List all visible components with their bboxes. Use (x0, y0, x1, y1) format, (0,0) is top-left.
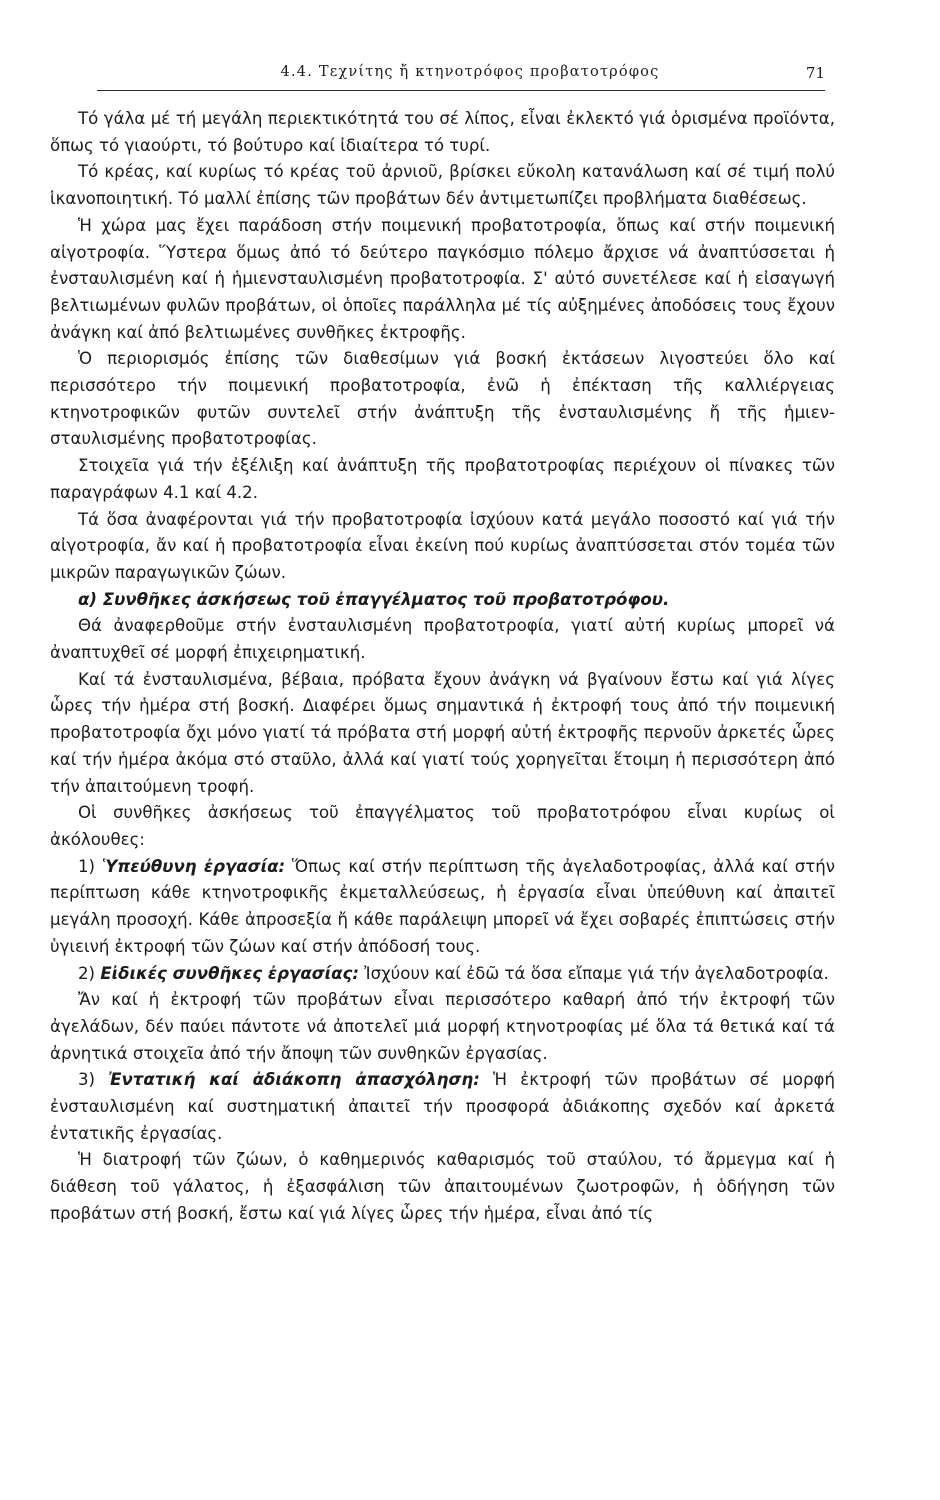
list-item-number: 2) (78, 963, 96, 983)
paragraph: Τό κρέας, καί κυρίως τό κρέας τοῦ ἀρνιοῦ, βρίσκει εὔκολη κατανάλωση καί σέ τιμή πολύ ἱκανοποιητική. Τό μαλλί ἐπίσης τῶν προβάτων δέν ἀντιμετωπίζει προβλήματα διαθέσεως. (50, 162, 835, 209)
paragraph: Οἱ συνθῆκες ἀσκήσεως τοῦ ἐπαγγέλματος τοῦ προβατοτρόφου εἶναι κυρίως οἱ ἀκόλουθες: (50, 803, 835, 849)
paragraph: Θά ἀναφερθοῦμε στήν ἐνσταυλισμένη προβατοτροφία, γιατί αὐτή κυρίως μπορεῖ νά ἀναπτυχθεῖ σέ μορφή ἐπιχειρηματική. (50, 616, 835, 663)
list-item (50, 1067, 835, 1147)
list-item (50, 961, 835, 988)
page-number: 71 (805, 64, 825, 82)
list-item-text: Ὅπως καί στήν περίπτωση τῆς ἀγελαδοτροφίας, ἀλλά καί στήν περίπτωση κάθε κτηνοτροφικῆς ἐκμεταλλεύσεως, ἡ ἐργασία εἶναι ὑπεύθυνη καί ἀπαιτεῖ μεγάλη προσοχή. Κάθε ἀπροσεξία ἤ κάθε παράλειψη μπορεῖ νά ἔχει σοβαρές ἐπιπτώσεις στήν ὑγιεινή ἐκτροφή τῶν ζώων καί στήν ἀπόδοσή τους. (50, 856, 835, 956)
paragraph: Καί τά ἐνσταυλισμένα, βέβαια, πρόβατα ἔχουν ἀνάγκη νά βγαίνουν ἔστω καί γιά λίγες ὧρες τήν ἡμέρα στή βοσκή. Διαφέρει ὅμως σημαντικά ἡ ἐκτροφή τους ἀπό τήν ποιμενική προβατοτροφία ὄχι μόνο γιατί τά πρόβατα στή μορφή αὐτή ἐκτροφῆς περνοῦν ἀρκετές ὧρες καί τήν ἡμέρα ἀκόμα στό σταῦλο, ἀλλά καί γιατί τούς χορηγεῖται ἕτοιμη ἡ περισσότερη ἀπό τήν ἀπαιτούμενη τροφή. (50, 669, 835, 796)
paragraph: Ἡ χώρα μας ἔχει παράδοση στήν ποιμενική προβατοτροφία, ὅπως καί στήν ποιμενική αἰγοτροφία. Ὕστερα ὅμως ἀπό τό δεύτερο παγκόσμιο πόλεμο ἄρχισε νά ἀναπτύσσεται ἡ ἐνσταυλισμένη καί ἡ ἡμιενσταυλισμένη προβατοτροφία. Σ' αὐτό συνετέλεσε καί ἡ εἰσαγωγή βελτιωμένων φυλῶν προβάτων, οἱ ὁποῖες παράλληλα μέ τίς αὐξημένες ἀποδόσεις τους ἔχουν ἀνάγκη καί ἀπό βελτιωμένες συνθῆκες ἐκτροφῆς. (50, 215, 835, 342)
list-item-term: Εἰδικές συνθῆκες ἐργασίας: (100, 963, 359, 983)
page-header (97, 64, 825, 91)
list-item-text: Ἡ ἐκτροφή τῶν προβάτων σέ μορφή ἐνσταυλισμένη καί συστηματική ἀπαιτεῖ τήν προσφορά ἀδιάκοπης σχεδόν καί ἀρκετά ἐντατικῆς ἐργασίας. (50, 1070, 835, 1143)
list-item (50, 854, 835, 961)
paragraph: Ὁ περιορισμός ἐπίσης τῶν διαθεσίμων γιά βοσκή ἐκτάσεων λιγοστεύει ὅλο καί περισσότερο τήν ποιμενική προβατοτροφία, ἐνῶ ἡ ἐπέκταση τῆς καλλιέργειας κτηνοτροφικῶν φυτῶν συντελεῖ στήν ἀνάπτυξη τῆς ἐνσταυλισμένης ἤ τῆς ἡμιενσταυλισμένης προβατοτροφίας. (50, 349, 835, 449)
body-text (50, 106, 835, 1228)
list-item-term: Ἐντατική καί ἀδιάκοπη ἀπασχόληση: (108, 1070, 480, 1090)
list-item-number: 3) (78, 1070, 96, 1090)
paragraph: Τά ὅσα ἀναφέρονται γιά τήν προβατοτροφία ἰσχύουν κατά μεγάλο ποσοστό καί γιά τήν αἰγοτροφία, ἄν καί ἡ προβατοτροφία εἶναι ἐκείνη πού κυρίως ἀναπτύσσεται στόν τομέα τῶν μικρῶν παραγωγικῶν ζώων. (50, 509, 835, 582)
paragraph: Στοιχεῖα γιά τήν ἐξέλιξη καί ἀνάπτυξη τῆς προβατοτροφίας περιέχουν οἱ πίνακες τῶν παραγράφων 4.1 καί 4.2. (50, 456, 835, 502)
paragraph: Ἡ διατροφή τῶν ζώων, ὁ καθημερινός καθαρισμός τοῦ σταύλου, τό ἄρμεγμα καί ἡ διάθεση τοῦ γάλατος, ἡ ἐξασφάλιση τῶν ἀπαιτουμένων ζωοτροφῶν, ἡ ὁδήγηση τῶν προβάτων στή βοσκή, ἔστω καί γιά λίγες ὧρες τήν ἡμέρα, εἶναι ἀπό τίς (50, 1150, 835, 1223)
list-item-text: Ἰσχύουν καί ἐδῶ τά ὅσα εἴπαμε γιά τήν ἀγελαδοτροφία. (364, 963, 829, 983)
list-item-term: Ὑπεύθυνη ἐργασία: (101, 856, 286, 876)
paragraph: Τό γάλα μέ τή μεγάλη περιεκτικότητά του σέ λίπος, εἶναι ἐκλεκτό γιά ὁρισμένα προϊόντα, ὅπως τό γιαούρτι, τό βούτυρο καί ἰδιαίτερα τό τυρί. (50, 109, 835, 155)
list-item-number: 1) (78, 856, 96, 876)
section-heading: α) Συνθῆκες ἀσκήσεως τοῦ ἐπαγγέλματος τοῦ προβατοτρόφου. (78, 589, 670, 609)
running-head: 4.4. Τεχνίτης ἤ κτηνοτρόφος προβατοτρόφος (280, 64, 660, 80)
paragraph: Ἄν καί ἡ ἐκτροφή τῶν προβάτων εἶναι περισσότερο καθαρή ἀπό τήν ἐκτροφή τῶν ἀγελάδων, δέν παύει πάντοτε νά ἀποτελεῖ μιά μορφή κτηνοτροφίας μέ ὅλα τά θετικά καί τά ἀρνητικά στοιχεῖα ἀπό τήν ἄποψη τῶν συνθηκῶν ἐργασίας. (50, 990, 835, 1063)
